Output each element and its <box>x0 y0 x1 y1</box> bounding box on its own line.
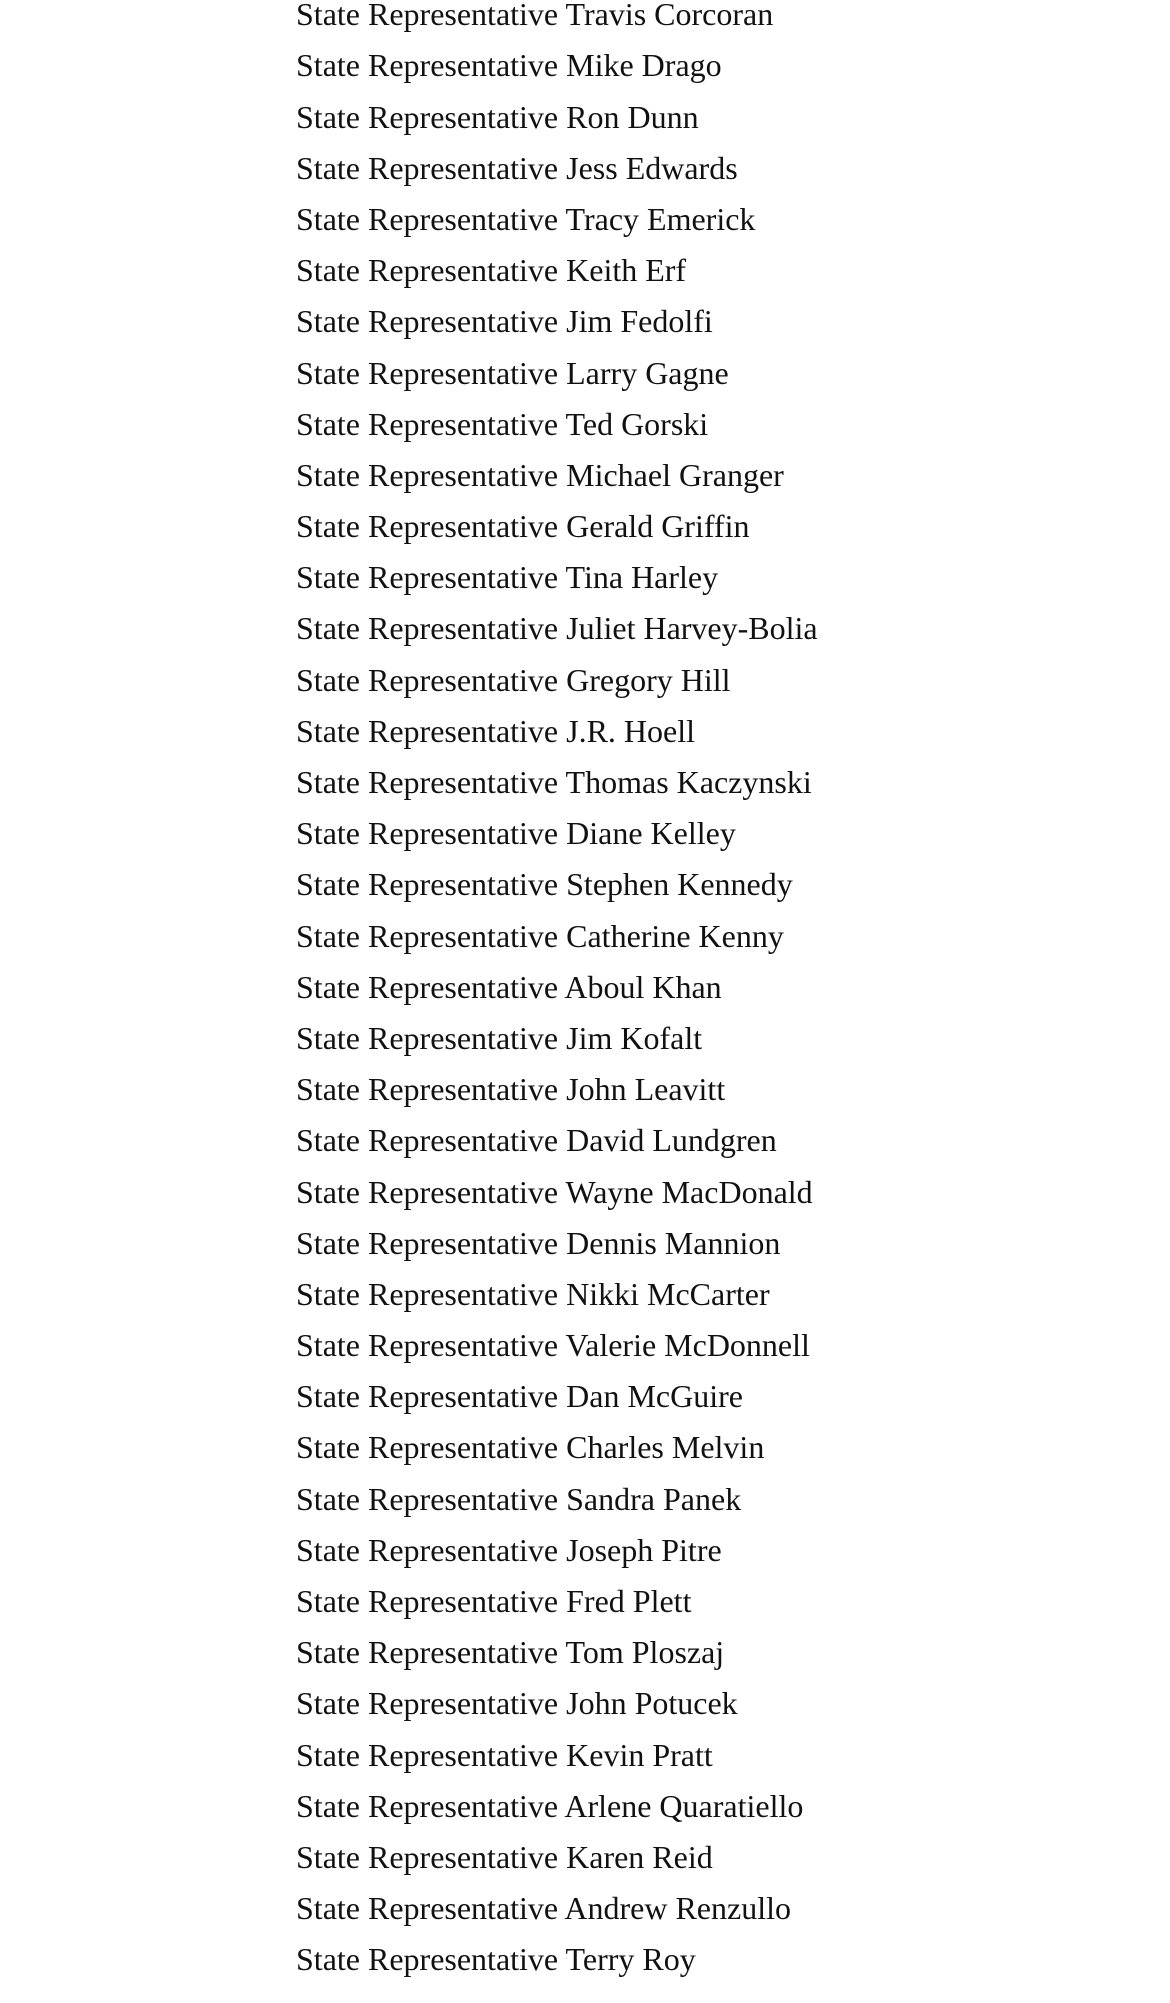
representative-entry: State Representative J.R. Hoell <box>296 712 696 749</box>
representative-entry: State Representative Nikki McCarter <box>296 1275 770 1312</box>
representative-entry: State Representative Travis Corcoran <box>296 0 774 33</box>
representative-entry: State Representative Karen Reid <box>296 1838 713 1875</box>
representative-entry: State Representative Juliet Harvey-Bolia <box>296 610 818 647</box>
representative-entry: State Representative Tracy Emerick <box>296 200 756 237</box>
representative-entry: State Representative John Potucek <box>296 1685 738 1722</box>
representative-entry: State Representative Gregory Hill <box>296 661 731 698</box>
representative-entry: State Representative Catherine Kenny <box>296 917 784 954</box>
representative-entry: State Representative Jim Kofalt <box>296 1019 703 1056</box>
representative-entry: State Representative David Lundgren <box>296 1122 777 1159</box>
representative-entry: State Representative Thomas Kaczynski <box>296 764 812 800</box>
representative-entry: State Representative Andrew Renzullo <box>296 1890 791 1927</box>
representative-entry: State Representative Charles Melvin <box>296 1429 765 1466</box>
representative-entry: State Representative Jim Fedolfi <box>296 303 713 340</box>
representative-entry: State Representative Tom Ploszaj <box>296 1634 725 1671</box>
representative-entry: State Representative Dan McGuire <box>296 1378 743 1415</box>
representative-entry: State Representative Mike Drago <box>296 47 722 84</box>
representative-entry: State Representative Valerie McDonnell <box>296 1327 810 1364</box>
representative-entry: State Representative Sandra Panek <box>296 1480 742 1517</box>
representative-list <box>296 0 818 1986</box>
representative-entry: State Representative Arlene Quaratiello <box>296 1787 804 1824</box>
representative-entry: State Representative Tina Harley <box>296 559 719 596</box>
representative-entry: State Representative Jess Edwards <box>296 149 738 186</box>
representative-entry: State Representative Aboul Khan <box>296 968 722 1005</box>
representative-entry: State Representative Joseph Pitre <box>296 1531 722 1568</box>
representative-entry: State Representative Kevin Pratt <box>296 1736 713 1773</box>
representative-entry: State Representative Stephen Kennedy <box>296 866 793 903</box>
representative-entry: State Representative Dennis Mannion <box>296 1224 781 1261</box>
representative-entry: State Representative Diane Kelley <box>296 815 736 852</box>
representative-entry: State Representative Ted Gorski <box>296 405 709 442</box>
representative-entry: State Representative Keith Erf <box>296 252 687 289</box>
representative-entry: State Representative Fred Plett <box>296 1583 692 1619</box>
representative-entry: State Representative Ron Dunn <box>296 98 699 135</box>
representative-entry: State Representative Terry Roy <box>296 1941 696 1978</box>
representative-entry: State Representative John Leavitt <box>296 1071 726 1108</box>
representative-entry: State Representative Wayne MacDonald <box>296 1173 813 1210</box>
representative-entry: State Representative Michael Granger <box>296 456 784 493</box>
representative-entry: State Representative Larry Gagne <box>296 354 729 391</box>
representative-entry: State Representative Gerald Griffin <box>296 508 750 545</box>
